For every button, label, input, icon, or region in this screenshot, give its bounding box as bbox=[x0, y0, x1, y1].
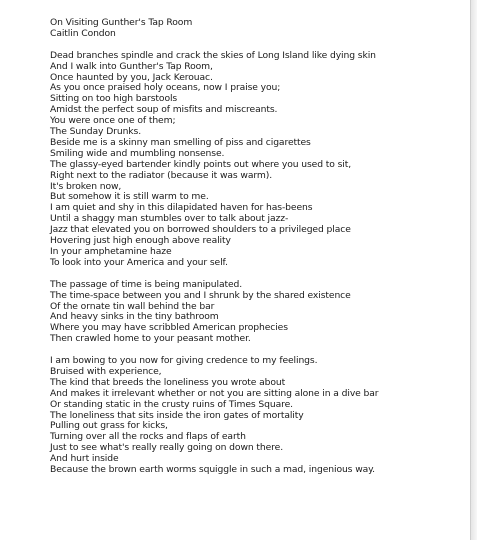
poem-line: Or standing static in the crusty ruins of Times Square. bbox=[50, 398, 293, 410]
poem-line: Hovering just high enough above reality bbox=[50, 235, 231, 247]
poem-line: Turning over all the rocks and flaps of earth bbox=[50, 431, 246, 443]
poem-line: And heavy sinks in the tiny bathroom bbox=[50, 311, 219, 323]
poem-line: The kind that breeds the loneliness you wrote about bbox=[50, 376, 286, 388]
poem-line: Dead branches spindle and crack the skies of Long Island like dying skin bbox=[50, 49, 376, 61]
poem-line: Sitting on too high barstools bbox=[50, 93, 178, 105]
poem-line: The time-space between you and I shrunk by the shared existence bbox=[50, 289, 351, 301]
poem-author: Caitlin Condon bbox=[50, 27, 116, 39]
poem-line: Smiling wide and mumbling nonsense. bbox=[50, 147, 225, 159]
poem-body bbox=[50, 51, 465, 476]
stanza bbox=[50, 51, 465, 269]
poem-line: Then crawled home to your peasant mother. bbox=[50, 333, 251, 345]
poem-line: Jazz that elevated you on borrowed shoulders to a privileged place bbox=[50, 224, 351, 236]
poem-line: The glassy-eyed bartender kindly points out where you used to sit, bbox=[50, 158, 352, 170]
poem-line: The loneliness that sits inside the iron gates of mortality bbox=[50, 409, 304, 421]
poem-line: But somehow it is still warm to me. bbox=[50, 191, 209, 203]
poem-line: I am bowing to you now for giving credence to my feelings. bbox=[50, 355, 318, 367]
poem-line: Where you may have scribbled American prophecies bbox=[50, 322, 288, 334]
poem-line: In your amphetamine haze bbox=[50, 246, 172, 258]
stanza bbox=[50, 356, 465, 476]
poem-line: I am quiet and shy in this dilapidated haven for has-beens bbox=[50, 202, 313, 214]
page-edge bbox=[471, 0, 477, 540]
poem-line: Beside me is a skinny man smelling of piss and cigarettes bbox=[50, 136, 311, 148]
poem-line: Right next to the radiator (because it was warm). bbox=[50, 169, 273, 181]
poem-line: Of the ornate tin wall behind the bar bbox=[50, 300, 215, 312]
poem-line: Once haunted by you, Jack Kerouac. bbox=[50, 71, 213, 83]
poem-line: Bruised with experience, bbox=[50, 365, 162, 377]
poem-line: You were once one of them; bbox=[50, 115, 176, 127]
stanza bbox=[50, 280, 465, 345]
poem-line: The Sunday Drunks. bbox=[50, 126, 142, 138]
poem-line: As you once praised holy oceans, now I praise you; bbox=[50, 82, 281, 94]
poem-line: Until a shaggy man stumbles over to talk about jazz- bbox=[50, 213, 289, 225]
poem-line: Just to see what's really really going on down there. bbox=[50, 442, 284, 454]
poem-line: And I walk into Gunther's Tap Room, bbox=[50, 60, 213, 72]
poem-line: It's broken now, bbox=[50, 180, 122, 192]
poem-line: The passage of time is being manipulated. bbox=[50, 278, 243, 290]
poem-line: And hurt inside bbox=[50, 453, 119, 465]
poem-title: On Visiting Gunther's Tap Room bbox=[50, 17, 193, 28]
poem-line: And makes it irrelevant whether or not you are sitting alone in a dive bar bbox=[50, 387, 379, 399]
poem-line: Because the brown earth worms squiggle in such a mad, ingenious way. bbox=[50, 464, 375, 476]
poem-line: Amidst the perfect soup of misfits and miscreants. bbox=[50, 104, 278, 116]
poem bbox=[50, 18, 465, 476]
poem-line: Pulling out grass for kicks, bbox=[50, 420, 168, 432]
poem-line: To look into your America and your self. bbox=[50, 256, 228, 268]
